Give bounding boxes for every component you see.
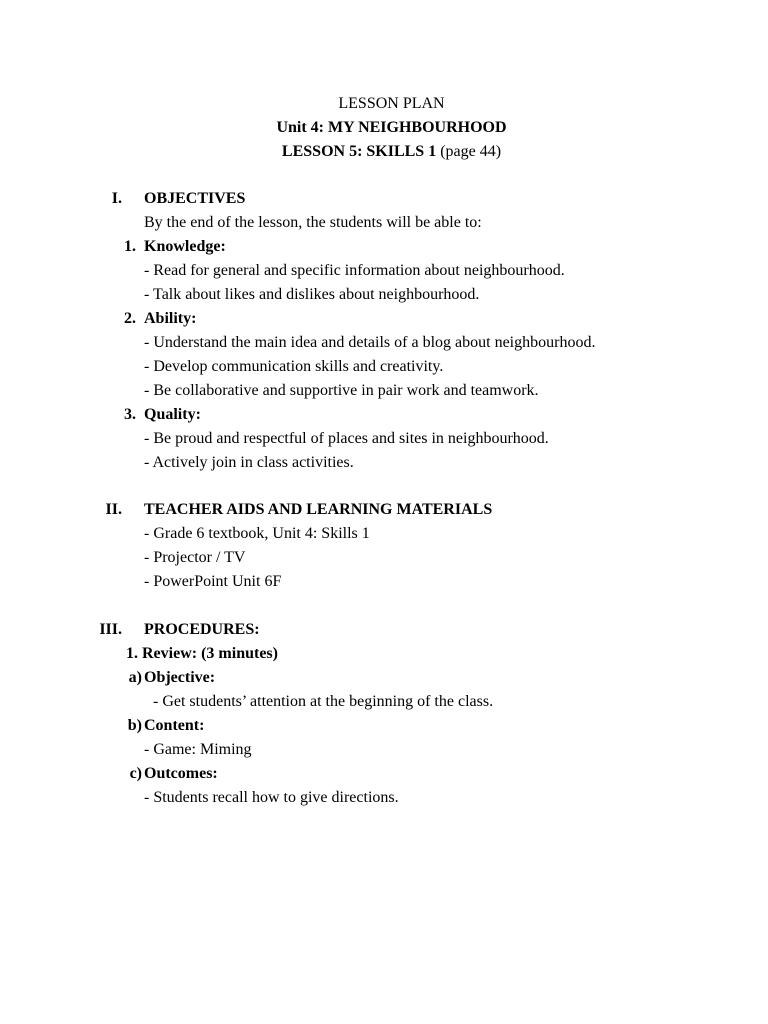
ability-heading: Ability: bbox=[144, 310, 197, 327]
objectives-heading: OBJECTIVES bbox=[144, 190, 246, 207]
knowledge-heading: Knowledge: bbox=[144, 238, 226, 255]
ability-item: - Understand the main idea and details of a blog about neighbourhood. bbox=[144, 334, 596, 351]
objectives-intro: By the end of the lesson, the students will be able to: bbox=[144, 214, 482, 231]
review-step: 1. Review: (3 minutes) bbox=[126, 645, 278, 662]
ability-item: - Develop communication skills and creativity. bbox=[144, 358, 444, 375]
content-item: - Game: Miming bbox=[144, 741, 252, 758]
lesson-page: (page 44) bbox=[440, 143, 502, 160]
materials-heading: TEACHER AIDS AND LEARNING MATERIALS bbox=[144, 501, 493, 518]
lesson-name: LESSON 5: SKILLS 1 bbox=[281, 143, 437, 160]
section-numeral-objectives: I. bbox=[111, 190, 122, 207]
outcomes-label: c) bbox=[129, 765, 142, 782]
materials-item: - PowerPoint Unit 6F bbox=[144, 573, 282, 590]
section-numeral-procedures: III. bbox=[99, 621, 122, 638]
content-heading: Content: bbox=[144, 717, 205, 734]
section-numeral-materials: II. bbox=[105, 501, 122, 518]
objective-item: - Get students’ attention at the beginning of the class. bbox=[153, 693, 494, 710]
objective-heading: Objective: bbox=[144, 669, 216, 686]
outcomes-item: - Students recall how to give directions. bbox=[144, 789, 399, 806]
ability-item: - Be collaborative and supportive in pair work and teamwork. bbox=[144, 382, 539, 399]
quality-heading: Quality: bbox=[144, 406, 201, 423]
materials-item: - Projector / TV bbox=[144, 549, 246, 566]
unit-title: Unit 4: MY NEIGHBOURHOOD bbox=[276, 119, 507, 136]
lesson-title bbox=[0, 142, 768, 162]
outcomes-heading: Outcomes: bbox=[144, 765, 218, 782]
materials-item: - Grade 6 textbook, Unit 4: Skills 1 bbox=[144, 525, 370, 542]
procedures-heading: PROCEDURES: bbox=[144, 621, 260, 638]
knowledge-item: - Read for general and specific information about neighbourhood. bbox=[144, 262, 565, 279]
ability-number: 2. bbox=[124, 310, 136, 327]
knowledge-item: - Talk about likes and dislikes about neighbourhood. bbox=[144, 286, 480, 303]
quality-item: - Be proud and respectful of places and sites in neighbourhood. bbox=[144, 430, 549, 447]
quality-number: 3. bbox=[124, 406, 136, 423]
objective-label: a) bbox=[128, 669, 142, 686]
quality-item: - Actively join in class activities. bbox=[144, 454, 354, 471]
content-label: b) bbox=[127, 717, 142, 734]
lesson-plan-title: LESSON PLAN bbox=[338, 95, 445, 112]
knowledge-number: 1. bbox=[124, 238, 136, 255]
